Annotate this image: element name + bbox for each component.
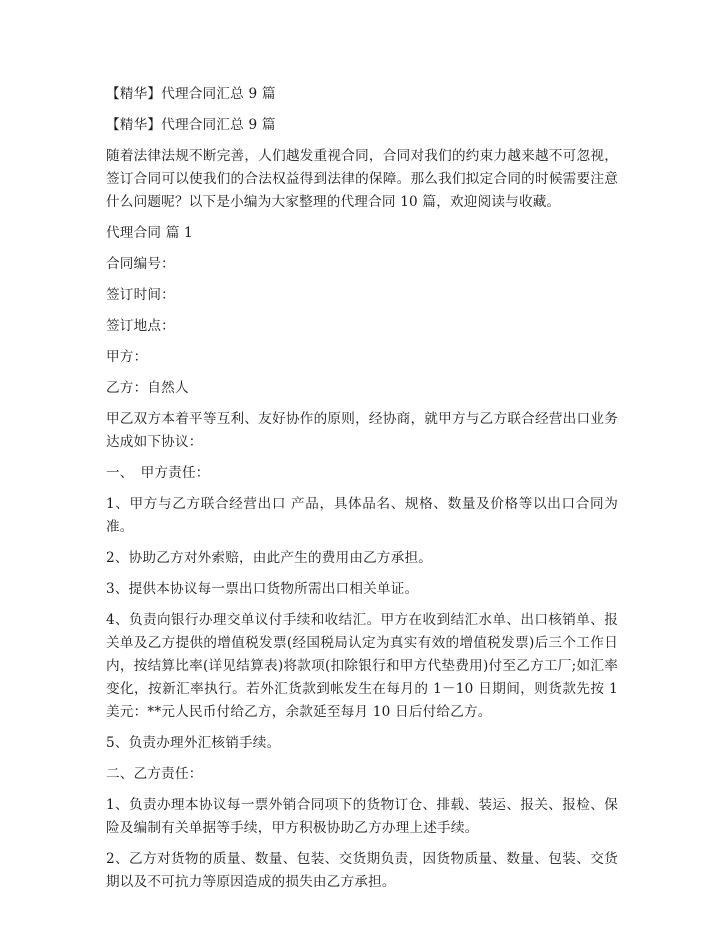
document-page [106,83,618,894]
party-b-duties-heading: 二、乙方责任： [106,766,203,782]
party-b-line: 乙方：自然人 [106,380,189,396]
party-a-duty-4: 4、负责向银行办理交单议付手续和收结汇。甲方在收到结汇水单、出口核销单、报关单及乙方提供的增值税发票(经国税局认定为真实有效的增值税发票)后三个工作日内，按结算比率(详见结算表)将款项(扣除银行和甲方代垫费用)付至乙方工厂;如汇率变化，按新汇率执行。若外汇货款到帐发生在每月的 1－10 日期间，则货款先按 1 美元：**元人民币付给乙方，余款延至每月 10 日后付给乙方。 [106,612,618,720]
party-a-duties-heading: 一、 甲方责任： [106,465,210,481]
sign-place-line: 签订地点： [106,318,175,334]
intro-paragraph: 随着法律法规不断完善，人们越发重视合同，合同对我们的约束力越来越不可忽视，签订合同可以使我们的合法权益得到法律的保障。那么我们拟定合同的时候需要注意什么问题呢？以下是小编为大家整理的代理合同 10 篇，欢迎阅读与收藏。 [106,148,618,210]
party-b-duty-1: 1、负责办理本协议每一票外销合同项下的货物订仓、排载、装运、报关、报检、保险及编制有关单据等手续，甲方积极协助乙方办理上述手续。 [106,797,618,836]
document-title: 【精华】代理合同汇总 9 篇 [106,86,276,102]
sign-date-line: 签订时间： [106,287,175,303]
party-a-duty-1: 1、甲方与乙方联合经营出口 产品，具体品名、规格、数量及价格等以出口合同为准。 [106,496,618,535]
contract-number-line: 合同编号： [106,256,175,272]
party-b-duty-2: 2、乙方对货物的质量、数量、包装、交货期负责，因货物质量、数量、包装、交货期以及不可抗力等原因造成的损失由乙方承担。 [106,851,618,890]
section-heading: 代理合同 篇 1 [106,225,193,241]
party-a-duty-3: 3、提供本协议每一票出口货物所需出口相关单证。 [106,581,419,597]
party-a-duty-2: 2、协助乙方对外索赔，由此产生的费用由乙方承担。 [106,550,433,566]
party-a-duty-5: 5、负责办理外汇核销手续。 [106,735,281,751]
document-subtitle: 【精华】代理合同汇总 9 篇 [106,117,276,133]
party-a-line: 甲方： [106,349,148,365]
agreement-preamble: 甲乙双方本着平等互利、友好协作的原则，经协商，就甲方与乙方联合经营出口业务达成如下协议： [106,411,618,450]
